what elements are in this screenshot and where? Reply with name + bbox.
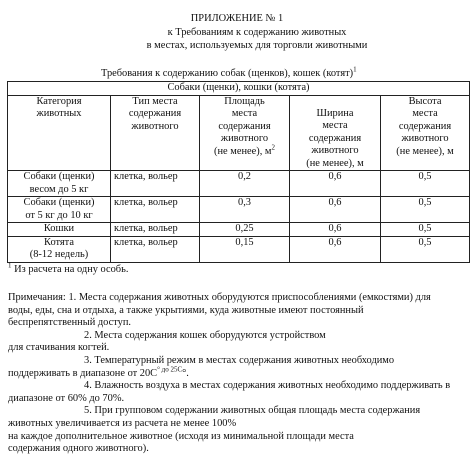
notes-line: беспрепятственный доступ. xyxy=(8,317,131,329)
notes-line: Примечания: 1. Места содержания животных оборудуются приспособлениями (емкостями) для xyxy=(8,292,431,303)
cell-width: 0,6 xyxy=(290,171,381,197)
cell-category: Котята (8-12 недель) xyxy=(8,236,111,262)
cell-type: клетка, вольер xyxy=(111,236,200,262)
col-header-area: Площадь места содержания животного (не менее), $м^2$ xyxy=(200,95,290,171)
cell-area: 0,25 xyxy=(200,223,290,237)
cell-width: 0,6 xyxy=(290,236,381,262)
notes-line: на каждое дополнительное животное (исходя из минимальной площади места xyxy=(8,430,354,442)
notes-line: 5. При групповом содержании животных общая площадь места содержания xyxy=(84,405,421,417)
column-header-row xyxy=(8,95,470,171)
appendix-subtitle-2: в местах, используемых для торговли животными xyxy=(146,40,368,51)
cell-type: клетка, вольер xyxy=(111,197,200,223)
cell-type: клетка, вольер xyxy=(111,171,200,197)
table-row xyxy=(8,223,470,237)
notes-line: содержания одного животного). xyxy=(8,443,149,455)
notes-line: 3. Температурный режим в местах содержания животных необходимо xyxy=(84,354,395,366)
col-header-width: Ширина места содержания животного (не менее), м xyxy=(290,95,381,171)
notes-line: 4. Влажность воздуха в местах содержания животных необходимо поддерживать в xyxy=(84,380,451,392)
col-header-category: Категория животных xyxy=(8,95,111,171)
notes-block xyxy=(8,292,466,456)
appendix-subtitle-1: к Требованиям к содержанию животных xyxy=(167,27,347,38)
cell-category: Кошки xyxy=(8,223,111,237)
cell-height: 0,5 xyxy=(381,171,470,197)
table-row xyxy=(8,236,470,262)
notes-line: 2. Места содержания кошек оборудуются устройством xyxy=(84,329,326,341)
table-row xyxy=(8,197,470,223)
cell-category: Собаки (щенки) от 5 кг до 10 кг xyxy=(8,197,111,223)
notes-line: поддерживать в диапазоне от $20С^{^\circ до 25С}^\circ$. xyxy=(8,365,189,379)
table-title: Требования к содержанию собак (щенков), кошек (котят)$^1$ xyxy=(101,65,357,79)
notes-line: диапазоне от 60% до 70%. xyxy=(8,392,125,404)
cell-height: 0,5 xyxy=(381,197,470,223)
requirements-table xyxy=(7,81,470,263)
notes-label: Примечания: xyxy=(8,292,66,303)
col-header-height: Высота места содержания животного (не менее), м xyxy=(381,95,470,171)
cell-height: 0,5 xyxy=(381,236,470,262)
col-header-type: Тип места содержания животного xyxy=(111,95,200,171)
cell-height: 0,5 xyxy=(381,223,470,237)
group-header: Собаки (щенки), кошки (котята) xyxy=(8,82,470,96)
footnote: $^1$ Из расчета на одну особь. xyxy=(8,261,129,275)
cell-width: 0,6 xyxy=(290,197,381,223)
cell-type: клетка, вольер xyxy=(111,223,200,237)
notes-line: воды, еды, сна и отдыха, а также укрытиями, куда животные имеют постоянный xyxy=(8,304,364,316)
cell-area: 0,3 xyxy=(200,197,290,223)
cell-area: 0,2 xyxy=(200,171,290,197)
table-row xyxy=(8,171,470,197)
group-header-row xyxy=(8,82,470,96)
appendix-title: ПРИЛОЖЕНИЕ № 1 xyxy=(190,13,284,24)
notes-line: для стачивания когтей. xyxy=(8,342,110,354)
cell-width: 0,6 xyxy=(290,223,381,237)
cell-area: 0,15 xyxy=(200,236,290,262)
notes-line: животных увеличивается из расчета не менее 100% xyxy=(8,417,237,429)
cell-category: Собаки (щенки) весом до 5 кг xyxy=(8,171,111,197)
